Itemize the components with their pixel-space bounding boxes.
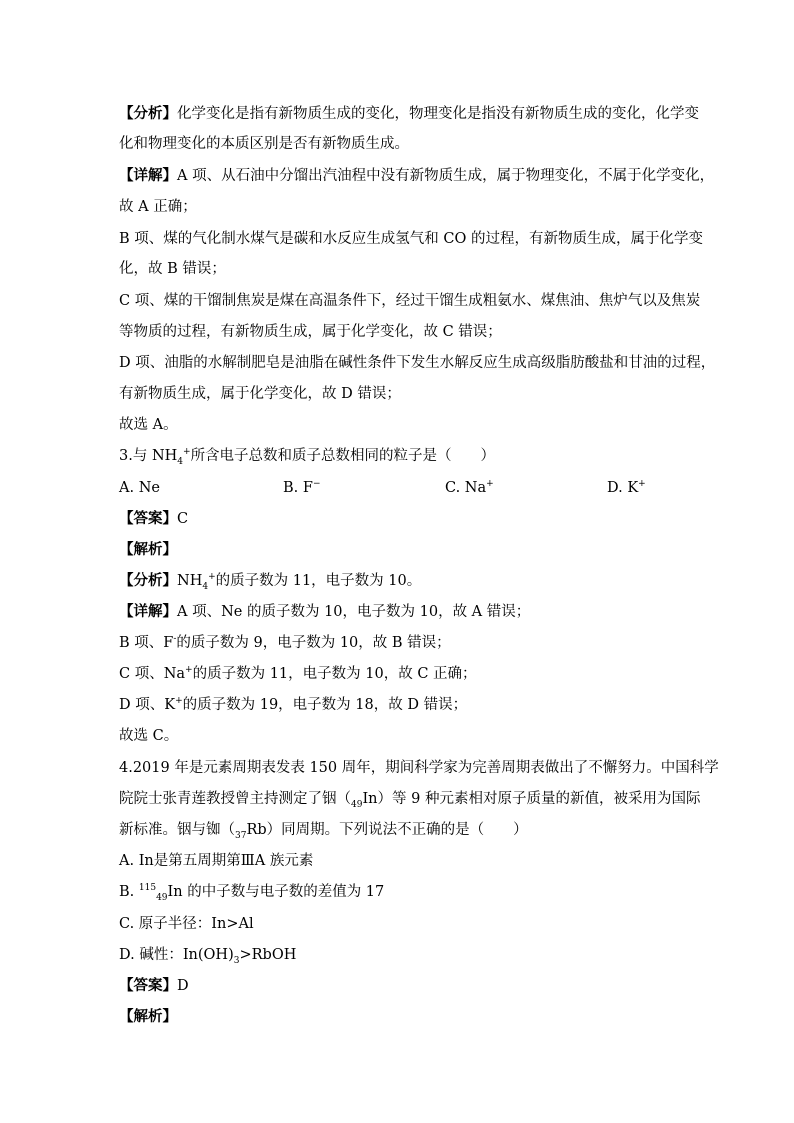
q3-stem-superscript: +	[183, 447, 191, 458]
q2-detail-line-3: B 项、煤的气化制水煤气是碳和水反应生成氢气和 CO 的过程，有新物质生成，属于化学变	[119, 231, 703, 247]
q3-analysis-sup: +	[208, 572, 216, 583]
q2-detail-line-2: 故 A 正确；	[119, 199, 197, 215]
q3-detail-1	[119, 602, 530, 622]
q4-stem-3-sub: 37	[235, 830, 247, 841]
q2-analysis-line-2: 化和物理变化的本质区别是否有新物质生成。	[119, 136, 409, 152]
q3-conclusion: 故选 C。	[119, 728, 179, 744]
q2-detail-line-6: 等物质的过程，有新物质生成，属于化学变化，故 C 错误；	[119, 324, 502, 340]
q3-stem-text-b: 所含电子总数和质子总数相同的粒子是（ ）	[190, 448, 496, 464]
q3-detail-1-text: A 项、Ne 的质子数为 10，电子数为 10，故 A 错误；	[177, 604, 531, 620]
q2-conclusion: 故选 A。	[119, 417, 178, 433]
q3-detail-2	[119, 633, 451, 653]
q4-option-a: A. In是第五周期第ⅢA 族元素	[119, 853, 314, 869]
q3-option-c	[445, 478, 494, 498]
q3-option-c-text: C. Na	[445, 480, 487, 496]
q3-detail-4-a: D 项、K	[119, 697, 176, 713]
q3-option-d-text: D. K	[607, 480, 639, 496]
q4-stem-line-2	[119, 789, 700, 809]
q3-jiexi-heading: 【解析】	[119, 541, 177, 558]
q3-option-d-sup: +	[638, 479, 646, 490]
q3-option-b-text: B. F	[283, 480, 313, 496]
q4-stem-3a: 新标准。铟与铷（	[119, 822, 235, 838]
q4-stem-2b: In）等 9 种元素相对原子质量的新值，被采用为国际	[362, 791, 701, 807]
q3-analysis	[119, 571, 421, 591]
q4-option-b-sup: 115	[138, 883, 157, 894]
q2-detail-line-5: C 项、煤的干馏制焦炭是煤在高温条件下，经过干馏生成粗氨水、煤焦油、焦炉气以及焦炭	[119, 293, 701, 309]
analysis-text: 化学变化是指有新物质生成的变化，物理变化是指没有新物质生成的变化，化学变	[177, 106, 699, 122]
q4-stem-line-1: 4.2019 年是元素周期表发表 150 周年，期间科学家为完善周期表做出了不懈努力。中国科学	[119, 760, 719, 776]
detail-text: A 项、从石油中分馏出汽油程中没有新物质生成，属于物理变化，不属于化学变化，	[177, 168, 715, 184]
q4-stem-line-3	[119, 820, 528, 840]
q4-stem-3b: Rb）同周期。下列说法不正确的是（ ）	[246, 822, 528, 838]
analysis-tag: 【分析】	[119, 105, 177, 122]
q3-detail-3-sup: +	[185, 665, 193, 676]
q4-option-d-sub: 3	[233, 955, 240, 966]
analysis-tag: 【分析】	[119, 572, 177, 589]
answer-value: C	[177, 511, 189, 527]
answer-tag: 【答案】	[119, 510, 177, 527]
q2-detail-line-1	[119, 166, 714, 186]
q4-option-d	[119, 945, 296, 965]
q3-stem-subscript: 4	[177, 456, 184, 467]
q4-option-d-b: >RbOH	[239, 947, 297, 963]
q4-option-b-b: In 的中子数与电子数的差值为 17	[167, 884, 385, 900]
q3-option-a: A. Ne	[119, 480, 160, 496]
q3-option-c-sup: +	[486, 479, 494, 490]
q3-detail-4-b: 的质子数为 19，电子数为 18，故 D 错误；	[182, 697, 468, 713]
q3-detail-3-b: 的质子数为 11，电子数为 10，故 C 正确；	[192, 666, 477, 682]
q3-detail-2-sup: -	[173, 634, 177, 645]
q4-option-c: C. 原子半径：In>Al	[119, 916, 254, 932]
answer-tag: 【答案】	[119, 977, 177, 994]
q4-option-b	[119, 882, 384, 902]
q4-jiexi-heading: 【解析】	[119, 1008, 177, 1025]
q3-option-d	[607, 478, 646, 498]
q3-stem	[119, 446, 495, 466]
q3-detail-3	[119, 664, 477, 684]
q4-stem-2a: 院院士张青莲教授曾主持测定了铟（	[119, 791, 351, 807]
answer-value: D	[177, 978, 189, 994]
q2-detail-line-4: 化，故 B 错误；	[119, 261, 226, 277]
q3-detail-3-a: C 项、Na	[119, 666, 186, 682]
q3-option-b-sup: −	[312, 479, 321, 490]
q3-detail-4-sup: +	[175, 696, 183, 707]
q3-detail-2-b: 的质子数为 9，电子数为 10，故 B 错误；	[176, 635, 451, 651]
q3-answer	[119, 509, 188, 529]
q4-option-d-a: D. 碱性：In(OH)	[119, 947, 234, 963]
q3-detail-4	[119, 695, 467, 715]
detail-tag: 【详解】	[119, 167, 177, 184]
q3-stem-text-a: 3.与 NH	[119, 448, 178, 464]
q3-detail-2-a: B 项、F	[119, 635, 174, 651]
q3-option-b	[283, 478, 320, 498]
q3-analysis-text-a: NH	[177, 573, 203, 589]
q2-analysis-line-1	[119, 104, 699, 124]
q3-analysis-sub: 4	[202, 581, 209, 592]
q4-stem-2-sub: 49	[351, 799, 363, 810]
q4-option-b-sub: 49	[156, 892, 168, 903]
q4-answer	[119, 976, 189, 996]
detail-tag: 【详解】	[119, 603, 177, 620]
q4-option-b-a: B.	[119, 884, 139, 900]
q3-analysis-text-b: 的质子数为 11，电子数为 10。	[215, 573, 422, 589]
q2-detail-line-7: D 项、油脂的水解制肥皂是油脂在碱性条件下发生水解反应生成高级脂肪酸盐和甘油的过程，	[119, 355, 716, 371]
q2-detail-line-8: 有新物质生成，属于化学变化，故 D 错误；	[119, 386, 401, 402]
